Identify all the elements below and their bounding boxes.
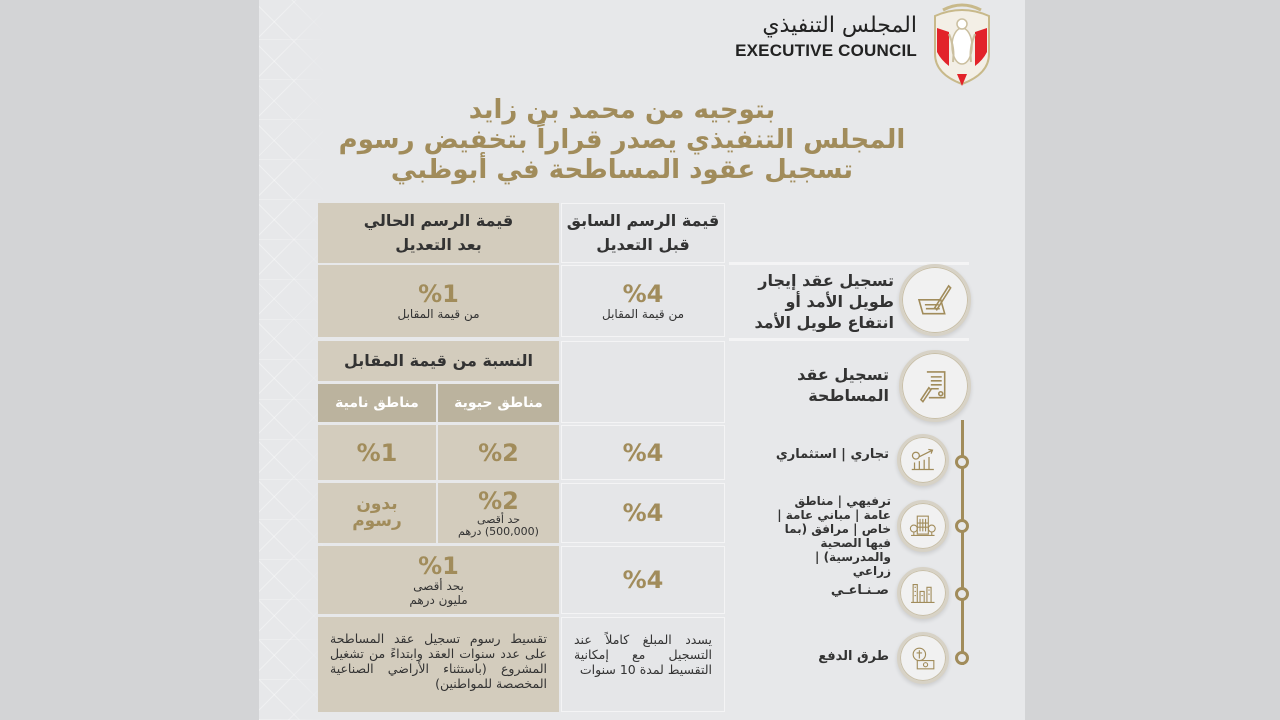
commercial-previous-cell (561, 425, 725, 480)
ratio-header-cell (318, 341, 559, 381)
abu-dhabi-falcon-emblem-icon (927, 2, 997, 88)
commercial-previous-pct: %4 (622, 438, 664, 467)
org-name-ar: المجلس التنفيذي (762, 13, 917, 38)
header-current-line1: قيمة الرسم الحالي (363, 211, 514, 230)
headline-line-3: تسجيل عقود المساطحة في أبوظبي (390, 155, 854, 185)
industrial-current-note-line1: بحد أقصى (413, 579, 464, 593)
empty-previous-cell (561, 341, 725, 423)
commercial-developing-cell (318, 425, 436, 480)
commercial-developing-pct: %1 (356, 438, 398, 467)
header-current-line2: بعد التعديل (395, 235, 482, 254)
lease-current-cell (318, 265, 559, 337)
infographic-poster (259, 0, 1025, 720)
payment-previous-cell (561, 617, 725, 712)
growth-chart-icon (897, 434, 949, 486)
contract-pen-icon (899, 264, 971, 336)
lease-current-note: من قيمة المقابل (397, 307, 480, 321)
recreational-label: ترفيهي | مناطق عامة | مباني عامة | خاص | مرافق (بما فيها الصحية والمدرسية) | زراعي (777, 494, 891, 578)
divider (729, 338, 969, 341)
timeline-node (955, 519, 969, 533)
commercial-vital-cell (438, 425, 559, 480)
headline-line-1: بتوجيه من محمد بن زايد (468, 95, 776, 125)
header-previous-line2: قبل التعديل (596, 235, 690, 254)
industrial-previous-pct: %4 (622, 566, 664, 594)
lease-current-pct: %1 (418, 280, 459, 308)
headline (319, 95, 925, 185)
commercial-label: تجاري | استثماري (775, 447, 889, 462)
industrial-current-note-line2: مليون درهم (409, 593, 468, 607)
zone-vital-label: مناطق حيوية (454, 395, 543, 411)
factory-icon (897, 567, 949, 619)
timeline-node (955, 587, 969, 601)
recreational-developing-line1: بدون (356, 494, 398, 514)
recreational-developing-line2: رسوم (352, 511, 402, 531)
payment-coin-cash-icon (897, 632, 949, 684)
recreational-vital-pct: %2 (478, 487, 519, 515)
building-trees-icon (897, 500, 949, 552)
executive-council-logo-text (735, 12, 917, 62)
lease-row-label: تسجيل عقد إيجار طويل الأمد أو انتفاع طويل الأمد (754, 271, 894, 332)
ratio-header: النسبة من قيمة المقابل (343, 351, 534, 370)
lease-previous-note: من قيمة المقابل (602, 307, 685, 321)
header-previous-line1: قيمة الرسم السابق (566, 211, 720, 230)
industrial-label: صـنـاعـي (830, 583, 889, 598)
scroll-quill-icon (899, 350, 971, 422)
timeline-node (955, 651, 969, 665)
musataha-row-label: تسجيل عقد المساطحة (797, 365, 889, 405)
payment-current-text: تقسيط رسوم تسجيل عقد المساطحة على عدد سنوات العقد وابتداءً من تشغيل المشروع (باستثناء الأراضي الصناعية المخصصة للمواطنين) (330, 631, 547, 691)
lease-previous-cell (561, 265, 725, 337)
payment-methods-label: طرق الدفع (818, 649, 889, 664)
industrial-current-cell (318, 546, 559, 614)
recreational-vital-cell (438, 483, 559, 543)
recreational-previous-cell (561, 483, 725, 543)
commercial-vital-pct: %2 (478, 438, 519, 467)
payment-previous-text: يسدد المبلغ كاملاً عند التسجيل مع إمكانية التقسيط لمدة 10 سنوات (574, 632, 712, 677)
payment-current-cell (318, 617, 559, 712)
org-name-en: EXECUTIVE COUNCIL (735, 41, 917, 60)
timeline-node (955, 455, 969, 469)
recreational-previous-pct: %4 (622, 499, 664, 527)
industrial-previous-cell (561, 546, 725, 614)
vital-zone-header (438, 384, 559, 422)
recreational-developing-cell (318, 483, 436, 543)
header-current-fee (318, 203, 559, 263)
header-previous-fee (561, 203, 725, 263)
recreational-vital-note-line2: (500,000) درهم (458, 525, 539, 538)
developing-zone-header (318, 384, 436, 422)
zone-developing-label: مناطق نامية (335, 395, 419, 411)
industrial-current-pct: %1 (418, 552, 459, 580)
recreational-vital-note-line1: حد أقصى (476, 513, 521, 526)
lease-previous-pct: %4 (622, 280, 664, 308)
headline-line-2: المجلس التنفيذي يصدر قراراً بتخفيض رسوم (338, 125, 906, 155)
